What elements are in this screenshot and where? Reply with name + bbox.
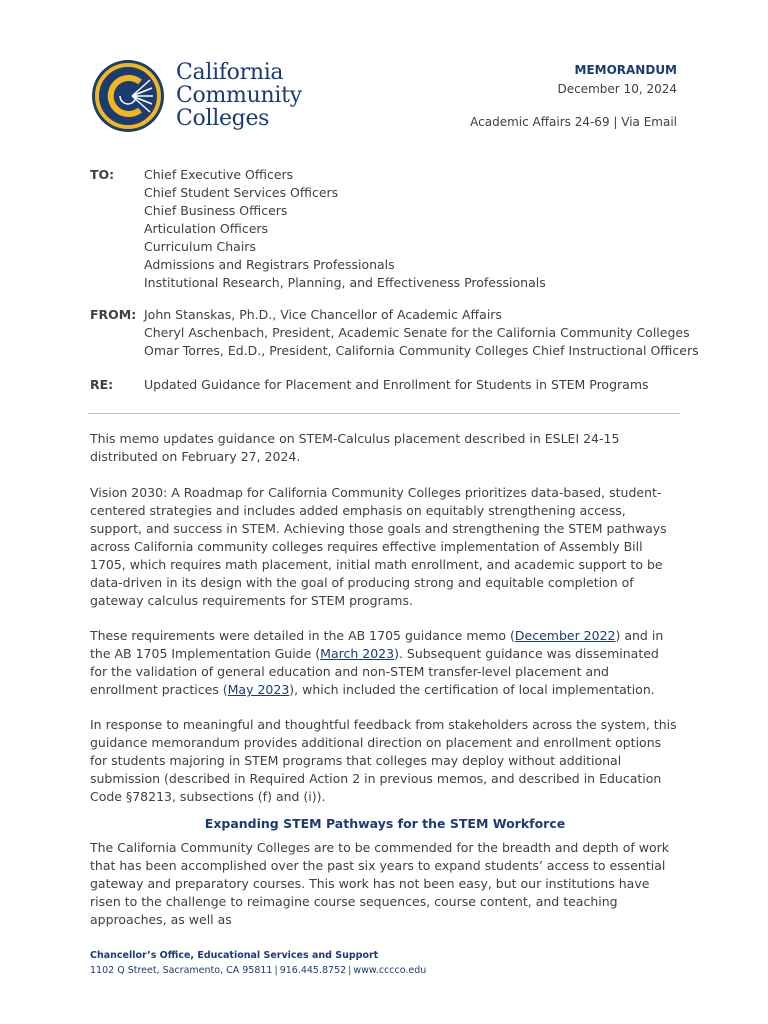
footer-phone: 916.445.8752: [279, 965, 347, 976]
logo-line-2: Community: [176, 83, 302, 108]
re-block: [90, 376, 690, 396]
recipient: Articulation Officers: [144, 221, 269, 236]
footer-org: Chancellor’s Office, Educational Services and Support: [90, 950, 379, 961]
re-label: RE:: [90, 377, 114, 392]
logo-wordmark: [176, 61, 302, 130]
recipient: Chief Executive Officers: [144, 167, 294, 182]
paragraph-text: Vision 2030: A Roadmap for California Community Colleges prioritizes data-based, student-centered strategies and includes added emphasis on equitably strengthening access, support, and success in STEM. Achieving those goals and strengthening the STEM pathways across California community colleges requires effective implementation of Assembly Bill 1705, which requires math placement, initial math enrollment, and academic support to be data-driven in its design with the goal of producing strong and equitable completion of gateway calculus requirements for STEM programs.: [90, 485, 667, 608]
memo-label: MEMORANDUM: [574, 63, 677, 77]
footer-contact: 1102 Q Street, Sacramento, CA 95811 | 916.445.8752 | www.cccco.edu: [90, 965, 427, 976]
to-recipients: [144, 166, 704, 292]
link-march-2023[interactable]: March 2023: [320, 646, 395, 661]
memo-reference: Academic Affairs 24-69: [470, 115, 610, 129]
paragraph-text: In response to meaningful and thoughtful feedback from stakeholders across the system, this guidance memorandum provides additional direction on placement and enrollment options for students majoring in STEM programs that colleges may deploy without additional submission (described in Required Action 2 in previous memos, and described in Education Code §78213, subsections (f) and (i)).: [90, 717, 677, 804]
sender: John Stanskas, Ph.D., Vice Chancellor of Academic Affairs: [144, 307, 502, 322]
from-senders: [144, 306, 704, 360]
to-label: TO:: [90, 167, 115, 182]
recipient: Admissions and Registrars Professionals: [144, 257, 395, 272]
footer-web[interactable]: www.cccco.edu: [353, 965, 427, 976]
to-block: [90, 166, 690, 296]
re-subject: Updated Guidance for Placement and Enrollment for Students in STEM Programs: [144, 377, 649, 392]
recipient: Curriculum Chairs: [144, 239, 256, 254]
sender: Omar Torres, Ed.D., President, California Community Colleges Chief Instructional Officers: [144, 343, 699, 358]
paragraph-text: The California Community Colleges are to be commended for the breadth and depth of work that has been accomplished over the past six years to expand students’ access to essential gateway and preparatory courses. This work has not been easy, but our institutions have risen to the challenge to reimagine course sequences, course content, and teaching approaches, as well as: [90, 840, 669, 927]
recipient: Institutional Research, Planning, and Effectiveness Professionals: [144, 275, 546, 290]
text-run: ) and in the AB 1705 Implementation Guide (: [90, 628, 664, 661]
text-run: ), which included the certification of local implementation.: [289, 682, 655, 697]
body-paragraph-3: [90, 627, 680, 699]
link-december-2022[interactable]: December 2022: [514, 628, 616, 643]
ccc-seal-icon: [88, 56, 168, 136]
body-paragraph-5: [90, 839, 680, 929]
text-run: These requirements were detailed in the AB 1705 guidance memo (: [90, 628, 515, 643]
body-paragraph-4: [90, 716, 680, 806]
paragraph-text: This memo updates guidance on STEM-Calculus placement described in ESLEI 24-15 distributed on February 27, 2024.: [90, 431, 620, 464]
footer-address: 1102 Q Street, Sacramento, CA 95811: [90, 965, 273, 976]
memo-reference-line: Academic Affairs 24-69 | Via Email: [470, 115, 677, 129]
body-paragraph-2: [90, 484, 680, 610]
section-heading: Expanding STEM Pathways for the STEM Workforce: [204, 816, 566, 831]
from-label: FROM:: [90, 307, 137, 322]
memo-header: [470, 62, 677, 130]
footer: [90, 948, 426, 978]
paragraph-text: [90, 627, 680, 699]
recipient: Chief Business Officers: [144, 203, 288, 218]
logo-line-3: Colleges: [176, 106, 270, 131]
body-paragraph-1: [90, 430, 680, 466]
from-block: [90, 306, 699, 362]
divider: [88, 413, 680, 414]
memo-delivery: Via Email: [621, 115, 677, 129]
memo-date: December 10, 2024: [557, 82, 677, 96]
ccc-logo: [88, 56, 300, 136]
sender: Cheryl Aschenbach, President, Academic Senate for the California Community Colleges: [144, 325, 690, 340]
text-run: ). Subsequent guidance was disseminated for the validation of general education and non-STEM transfer-level placement and enrollment practices (: [90, 646, 659, 697]
link-may-2023[interactable]: May 2023: [227, 682, 290, 697]
recipient: Chief Student Services Officers: [144, 185, 339, 200]
logo-line-1: California: [176, 60, 284, 85]
